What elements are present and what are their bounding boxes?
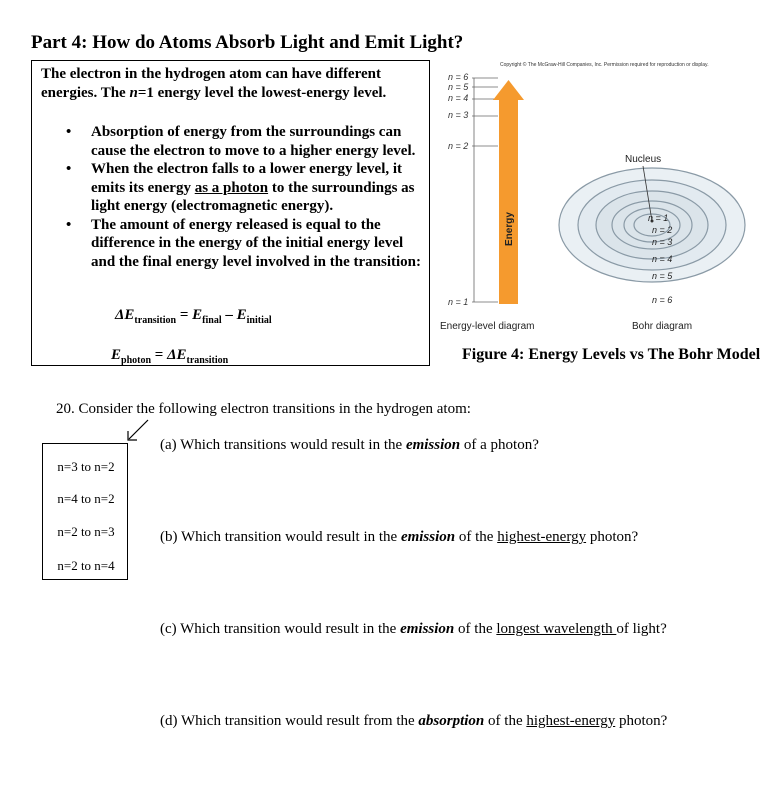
intro-line-2: energies. The n=1 energy level the lowest-energy level.: [41, 84, 387, 101]
figure-caption: Figure 4: Energy Levels vs The Bohr Model: [462, 346, 761, 363]
question-part-c: (c) Which transition would result in the emission of the longest wavelength of light?: [160, 621, 667, 637]
level-label: n = 5: [448, 82, 469, 92]
transition-item: n=4 to n=2: [57, 491, 115, 506]
bohr-level-label: n = 4: [652, 254, 673, 264]
bullet-dot-icon: •: [66, 124, 72, 140]
intro-text: [41, 65, 426, 102]
bohr-level-label: n = 2: [652, 225, 673, 235]
level-label: n = 6: [448, 72, 469, 82]
bohr-level-label: n = 6: [652, 295, 673, 305]
copyright-text: Copyright © The McGraw-Hill Companies, Inc. Permission required for reproduction or display.: [500, 62, 709, 68]
level-label: n = 3: [448, 110, 469, 120]
info-box: [31, 60, 430, 366]
transition-item: n=2 to n=3: [57, 524, 115, 539]
question-part-d: (d) Which transition would result from the absorption of the highest-energy photon?: [160, 713, 668, 729]
energy-axis-label: Energy: [504, 212, 515, 246]
energy-level-lines: [472, 78, 498, 302]
bohr-level-label: n = 3: [652, 237, 673, 247]
equation-photon: $E_{photon} = \Delta E_{transition}$: [111, 347, 229, 366]
level-label: n = 4: [448, 93, 469, 103]
nucleus-label: Nucleus: [625, 154, 662, 165]
energy-arrow-icon: [493, 80, 524, 304]
energy-level-labels: [448, 72, 469, 307]
bohr-level-label: n = 1: [648, 213, 669, 223]
transition-item: n=2 to n=4: [57, 558, 115, 573]
bohr-level-label: n = 5: [652, 271, 673, 281]
bullet-dot-icon: •: [66, 161, 72, 177]
bohr-level-labels: [648, 213, 673, 305]
bullet-item: • Absorption of energy from the surroundings can cause the electron to move to a higher energy level.: [66, 124, 416, 159]
bullet-list: [42, 123, 427, 271]
level-label: n = 2: [448, 141, 469, 151]
bullet-item: • The amount of energy released is equal to the difference in the energy of the initial energy level and the final energy level involved in the transition:: [66, 216, 421, 270]
page-title: Part 4: How do Atoms Absorb Light and Emit Light?: [31, 32, 464, 53]
energy-diagram-caption: Energy-level diagram: [440, 321, 535, 332]
transitions-box: [42, 443, 128, 580]
bullet-dot-icon: •: [66, 216, 72, 233]
equation-delta-e: $\Delta E_{transition} = E_{final} - E_{initial}$: [115, 307, 272, 326]
bullet-item: • When the electron falls to a lower energy level, it emits its energy as a photon to the surroundings as light energy (electromagnetic energy).: [66, 161, 415, 214]
intro-line-1: The electron in the hydrogen atom can have different: [41, 66, 381, 82]
question-part-a: (a) Which transitions would result in the emission of a photon?: [160, 437, 539, 453]
level-label: n = 1: [448, 297, 469, 307]
question-20: 20. Consider the following electron transitions in the hydrogen atom:: [56, 401, 471, 417]
bohr-diagram-caption: Bohr diagram: [632, 321, 693, 332]
question-part-b: (b) Which transition would result in the emission of the highest-energy photon?: [160, 529, 639, 545]
transition-item: n=3 to n=2: [57, 459, 115, 474]
energy-level-figure: [430, 58, 776, 340]
arrow-pointer-icon: [124, 418, 152, 446]
